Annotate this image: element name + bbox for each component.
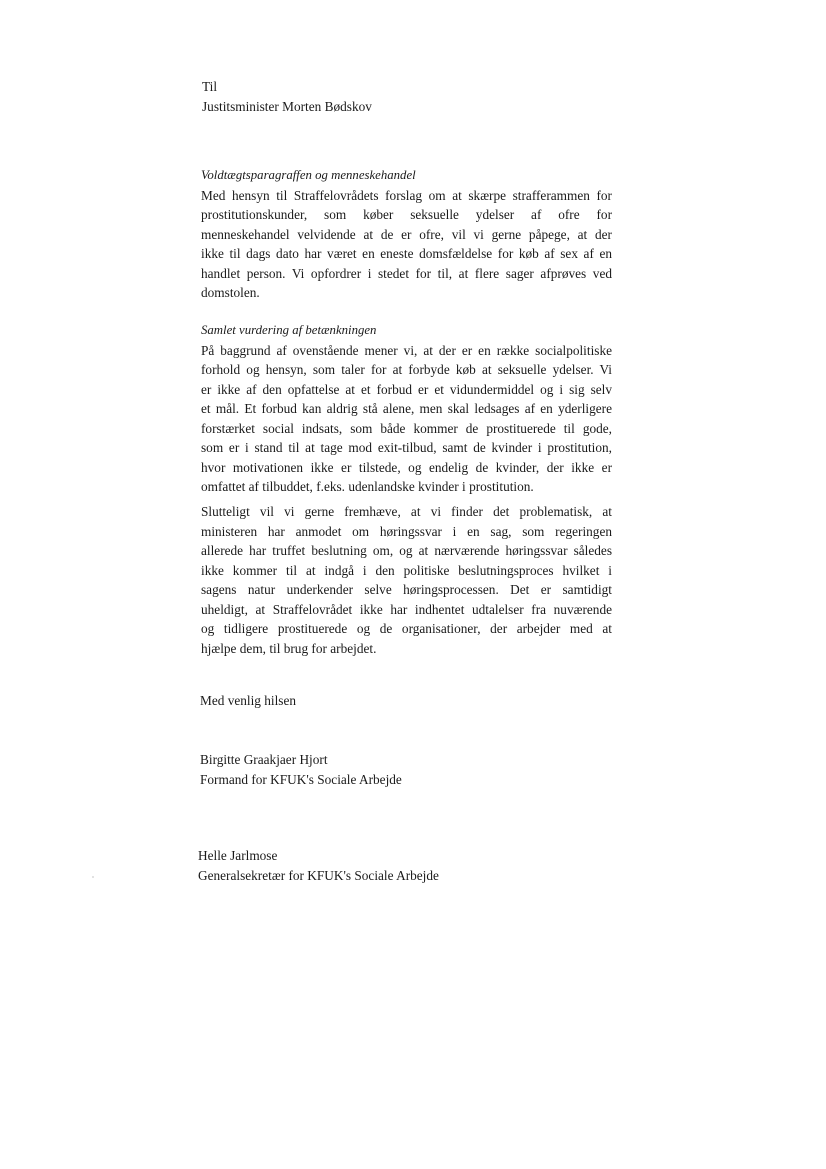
paragraph-line: ikke kommer til at indgå i den politiske beslutningsproces hvilket i	[201, 562, 612, 578]
paragraph-line: et mål. Et forbud kan aldrig stå alene, men skal ledsages af en yderligere	[201, 401, 612, 416]
paragraph-line: ministeren har anmodet om høringssvar i en sag, som regeringen	[201, 523, 612, 539]
signature-block-secretary-general	[198, 846, 609, 885]
paragraph-line: uheldigt, at Straffelovrådet ikke har indhentet udtalelser fra nuværende	[201, 601, 612, 617]
scan-speck	[92, 876, 94, 878]
section-heading: Voldtægtsparagraffen og menneskehandel	[201, 168, 416, 182]
paragraph-line: omfattet af tilbuddet, f.eks. udenlandske kvinder i prostitution.	[201, 479, 534, 494]
signatory-title: Generalsekretær for KFUK's Sociale Arbejde	[198, 867, 439, 883]
paragraph-line: som er i stand til at tage mod exit-tilbud, samt de kvinder i prostitution,	[201, 440, 612, 455]
section-rape-trafficking	[201, 166, 612, 303]
paragraph-line: hjælpe dem, til brug for arbejdet.	[201, 640, 377, 656]
paragraph-line: menneskehandel velvidende at de er ofre, vil vi gerne påpege, at der	[201, 226, 612, 242]
paragraph-line: allerede har truffet beslutning om, og at nærværende høringssvar således	[201, 543, 612, 558]
closing-block	[200, 691, 611, 711]
paragraph-line: er ikke af den opfattelse at et forbud er et vidundermiddel og i sig selv	[201, 381, 612, 397]
paragraph-line: hvor motivationen ikke er tilstede, og endelig de kvinder, der ikke er	[201, 459, 612, 475]
paragraph-line: forstærket social indsats, som både kommer de prostituerede til gode,	[201, 420, 612, 436]
addressee-salutation: Til	[202, 79, 218, 94]
paragraph-line: og tidligere prostituerede og de organisationer, der arbejder med at	[201, 621, 612, 636]
section-overall-assessment	[201, 321, 612, 497]
closing-greeting: Med venlig hilsen	[200, 693, 297, 708]
signatory-name: Birgitte Graakjaer Hjort	[200, 752, 328, 767]
section-heading: Samlet vurdering af betænkningen	[201, 323, 377, 337]
paragraph-line: Slutteligt vil vi gerne fremhæve, at vi finder det problematisk, at	[201, 504, 612, 519]
paragraph-line: Med hensyn til Straffelovrådets forslag om at skærpe strafferammen for	[201, 187, 612, 203]
paragraph-line: ikke til dags dato har været en eneste domsfældelse for køb af sex af en	[201, 246, 612, 261]
signatory-title: Formand for KFUK's Sociale Arbejde	[200, 771, 402, 787]
paragraph-line: domstolen.	[201, 285, 260, 300]
addressee-block	[202, 77, 613, 116]
signatory-name: Helle Jarlmose	[198, 848, 278, 863]
paragraph-line: prostitutionskunder, som køber seksuelle ydelser af ofre for	[201, 207, 612, 222]
paragraph-line: forhold og hensyn, som taler for at forbyde køb at seksuelle ydelser. Vi	[201, 362, 612, 377]
paragraph-line: handlet person. Vi opfordrer i stedet for til, at flere sager afprøves ved	[201, 265, 612, 281]
signature-block-chair	[200, 750, 611, 789]
section-conclusion	[201, 502, 612, 658]
paragraph-line: sagens natur underkender selve høringsprocessen. Det er samtidigt	[201, 582, 612, 597]
paragraph-line: På baggrund af ovenstående mener vi, at der er en række socialpolitiske	[201, 342, 612, 358]
addressee-name: Justitsminister Morten Bødskov	[202, 98, 372, 114]
